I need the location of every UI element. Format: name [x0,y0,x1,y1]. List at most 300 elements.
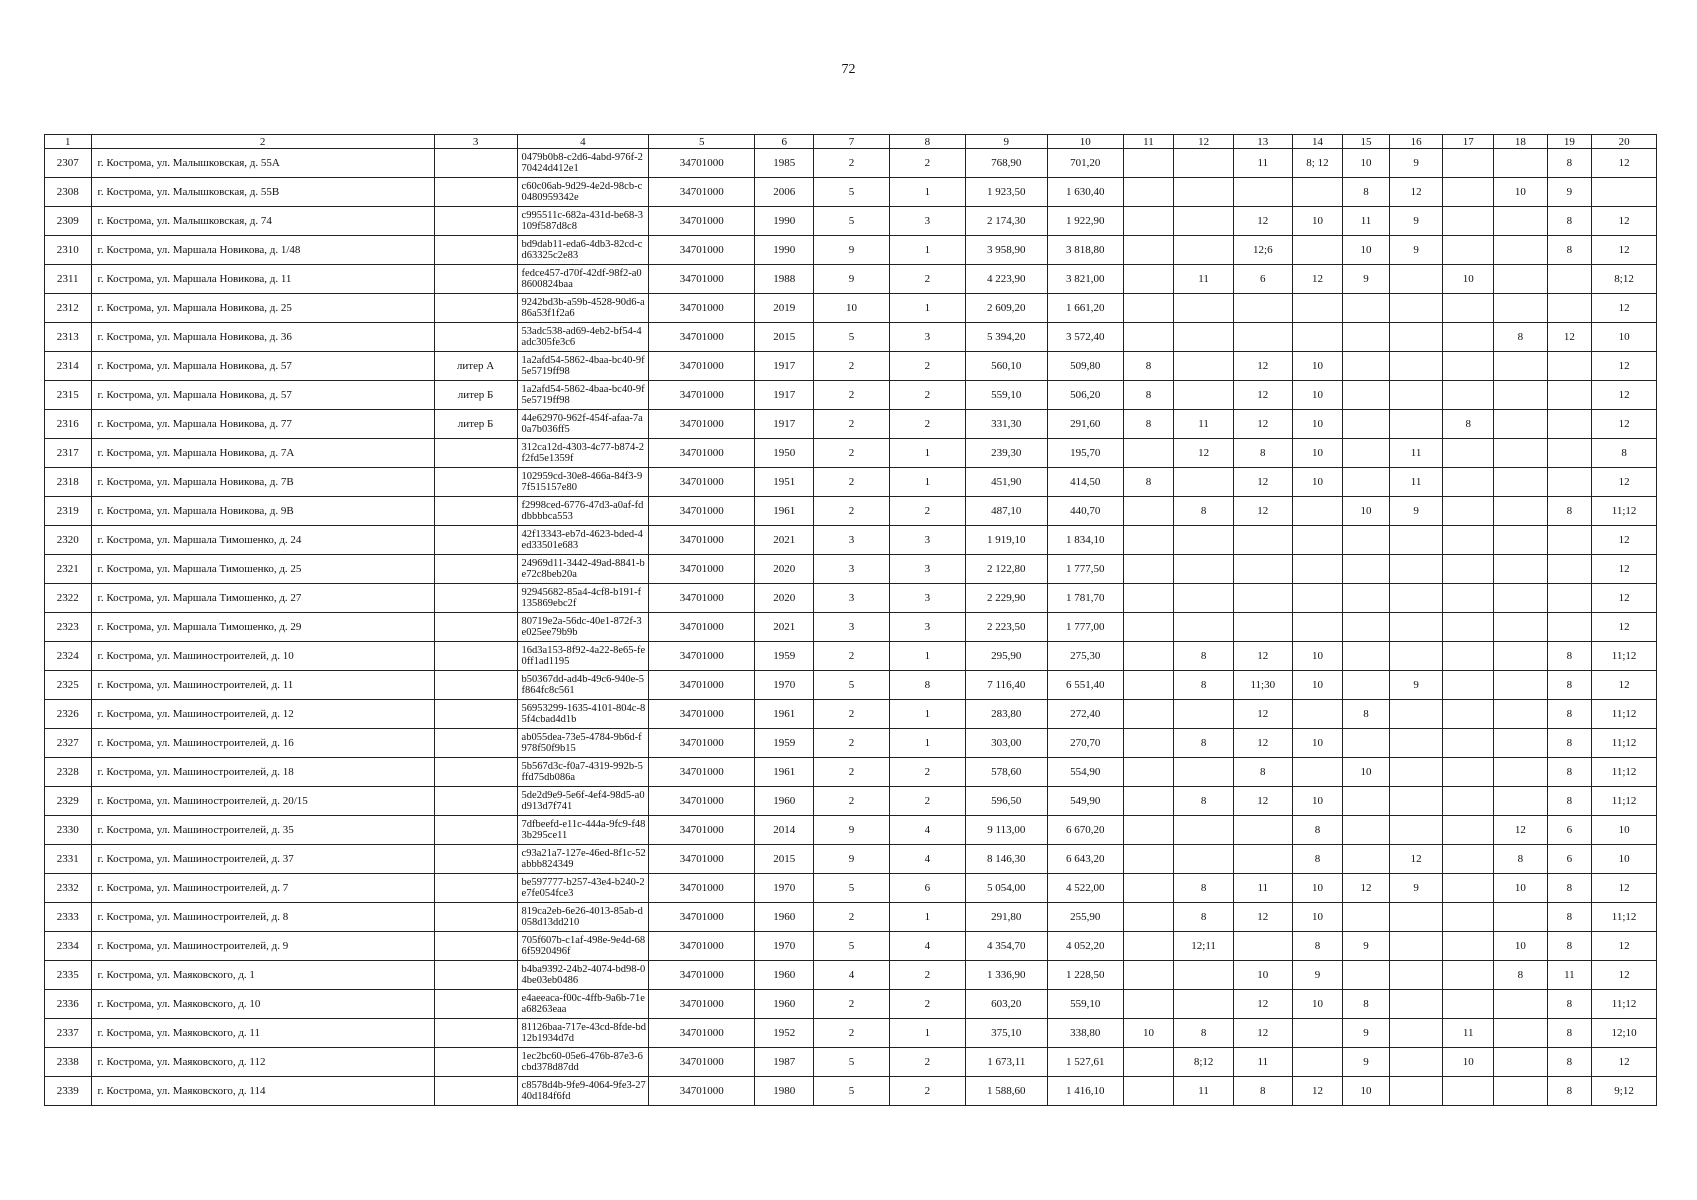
cell-col-12 [1174,700,1234,729]
cell-col-17 [1443,990,1494,1019]
cell-col-17 [1443,555,1494,584]
cell-col-16 [1389,265,1443,294]
cell-address: г. Кострома, ул. Маршала Тимошенко, д. 24 [91,526,434,555]
cell-entrances: 2 [889,1048,965,1077]
cell-floors: 2 [814,990,890,1019]
cell-floors: 3 [814,526,890,555]
column-header-1: 1 [45,135,92,149]
cell-year-built: 1951 [755,468,814,497]
cell-row-number: 2310 [45,236,92,265]
table-row [45,381,1657,410]
cell-col-14: 10 [1292,990,1343,1019]
cell-col-13: 11;30 [1233,671,1292,700]
cell-entrances: 4 [889,932,965,961]
cell-col-16 [1389,1077,1443,1106]
cell-col-14: 8 [1292,932,1343,961]
cell-address: г. Кострома, ул. Машиностроителей, д. 16 [91,729,434,758]
cell-row-number: 2313 [45,323,92,352]
cell-house-guid: 81126baa-717e-43cd-8fde-bd12b1934d7d [517,1019,649,1048]
cell-floors: 2 [814,903,890,932]
cell-total-area: 4 354,70 [965,932,1047,961]
cell-row-number: 2316 [45,410,92,439]
cell-col-15 [1343,555,1390,584]
cell-col-11 [1123,903,1174,932]
table-row [45,294,1657,323]
cell-building-letter [434,497,517,526]
cell-year-built: 2019 [755,294,814,323]
cell-house-guid: be597777-b257-43e4-b240-2e7fe054fce3 [517,874,649,903]
cell-entrances: 1 [889,700,965,729]
cell-total-area: 4 223,90 [965,265,1047,294]
cell-col-13 [1233,178,1292,207]
cell-col-20: 10 [1592,845,1657,874]
cell-col-11 [1123,294,1174,323]
cell-col-16 [1389,381,1443,410]
table-header [45,135,1657,149]
cell-col-15: 10 [1343,236,1390,265]
cell-col-15: 12 [1343,874,1390,903]
cell-entrances: 3 [889,555,965,584]
cell-row-number: 2335 [45,961,92,990]
cell-address: г. Кострома, ул. Машиностроителей, д. 37 [91,845,434,874]
cell-total-area: 5 054,00 [965,874,1047,903]
cell-floors: 2 [814,729,890,758]
cell-total-area: 487,10 [965,497,1047,526]
cell-row-number: 2321 [45,555,92,584]
cell-row-number: 2308 [45,178,92,207]
table-row [45,816,1657,845]
column-header-7: 7 [814,135,890,149]
cell-row-number: 2329 [45,787,92,816]
cell-col-12: 12;11 [1174,932,1234,961]
cell-total-area: 451,90 [965,468,1047,497]
column-header-16: 16 [1389,135,1443,149]
cell-building-letter: литер А [434,352,517,381]
cell-col-11 [1123,845,1174,874]
cell-house-guid: 819ca2eb-6e26-4013-85ab-d058d13dd210 [517,903,649,932]
cell-col-20: 12 [1592,468,1657,497]
cell-oktmo-code: 34701000 [649,729,755,758]
cell-total-area: 1 673,11 [965,1048,1047,1077]
cell-col-12: 8 [1174,497,1234,526]
table-row [45,787,1657,816]
cell-col-13: 12 [1233,1019,1292,1048]
cell-year-built: 1959 [755,729,814,758]
cell-address: г. Кострома, ул. Маяковского, д. 1 [91,961,434,990]
cell-address: г. Кострома, ул. Машиностроителей, д. 12 [91,700,434,729]
cell-building-letter [434,468,517,497]
cell-col-18 [1494,1077,1548,1106]
cell-col-15: 11 [1343,207,1390,236]
cell-col-14 [1292,497,1343,526]
cell-col-18 [1494,903,1548,932]
cell-col-15: 8 [1343,700,1390,729]
cell-floors: 5 [814,874,890,903]
cell-building-letter: литер Б [434,381,517,410]
cell-floors: 2 [814,758,890,787]
cell-col-17 [1443,729,1494,758]
cell-col-20: 12 [1592,874,1657,903]
cell-col-15 [1343,294,1390,323]
cell-floors: 3 [814,555,890,584]
cell-year-built: 2014 [755,816,814,845]
cell-col-15: 8 [1343,178,1390,207]
cell-col-17 [1443,294,1494,323]
cell-col-13: 8 [1233,758,1292,787]
cell-col-20: 12 [1592,555,1657,584]
cell-col-15 [1343,613,1390,642]
cell-floors: 5 [814,207,890,236]
cell-col-18 [1494,294,1548,323]
cell-col-19: 8 [1547,1019,1592,1048]
cell-col-11 [1123,1048,1174,1077]
cell-col-19: 9 [1547,178,1592,207]
cell-living-area: 1 416,10 [1047,1077,1123,1106]
cell-col-15: 10 [1343,1077,1390,1106]
column-header-12: 12 [1174,135,1234,149]
cell-col-20 [1592,178,1657,207]
cell-col-16 [1389,410,1443,439]
cell-col-20: 12 [1592,236,1657,265]
column-header-6: 6 [755,135,814,149]
cell-entrances: 2 [889,265,965,294]
cell-col-14 [1292,294,1343,323]
cell-year-built: 2020 [755,584,814,613]
cell-living-area: 195,70 [1047,439,1123,468]
cell-row-number: 2319 [45,497,92,526]
cell-total-area: 596,50 [965,787,1047,816]
cell-total-area: 1 588,60 [965,1077,1047,1106]
table-body [45,149,1657,1106]
cell-building-letter [434,1048,517,1077]
cell-row-number: 2338 [45,1048,92,1077]
cell-entrances: 4 [889,816,965,845]
cell-floors: 5 [814,1077,890,1106]
cell-col-12 [1174,613,1234,642]
cell-col-18 [1494,729,1548,758]
cell-col-12 [1174,816,1234,845]
column-header-5: 5 [649,135,755,149]
cell-col-13 [1233,816,1292,845]
cell-floors: 2 [814,787,890,816]
cell-col-13: 12 [1233,700,1292,729]
cell-total-area: 2 122,80 [965,555,1047,584]
cell-col-13 [1233,584,1292,613]
cell-col-15 [1343,642,1390,671]
cell-row-number: 2309 [45,207,92,236]
cell-oktmo-code: 34701000 [649,700,755,729]
cell-living-area: 440,70 [1047,497,1123,526]
cell-address: г. Кострома, ул. Малышковская, д. 55А [91,149,434,178]
cell-living-area: 1 834,10 [1047,526,1123,555]
column-header-3: 3 [434,135,517,149]
cell-house-guid: c93a21a7-127e-46ed-8f1c-52abbb824349 [517,845,649,874]
cell-col-18 [1494,468,1548,497]
cell-col-20: 11;12 [1592,990,1657,1019]
cell-year-built: 1961 [755,497,814,526]
cell-col-14 [1292,178,1343,207]
cell-year-built: 1987 [755,1048,814,1077]
cell-col-14 [1292,758,1343,787]
cell-col-17 [1443,1077,1494,1106]
cell-year-built: 2015 [755,845,814,874]
table-row [45,236,1657,265]
cell-col-19 [1547,265,1592,294]
cell-col-16: 9 [1389,671,1443,700]
cell-col-20: 12;10 [1592,1019,1657,1048]
cell-col-17 [1443,236,1494,265]
column-header-2: 2 [91,135,434,149]
cell-row-number: 2330 [45,816,92,845]
cell-col-12 [1174,555,1234,584]
cell-living-area: 6 643,20 [1047,845,1123,874]
cell-col-20: 12 [1592,584,1657,613]
cell-building-letter [434,613,517,642]
cell-row-number: 2315 [45,381,92,410]
cell-col-11 [1123,323,1174,352]
cell-entrances: 1 [889,468,965,497]
cell-address: г. Кострома, ул. Малышковская, д. 55В [91,178,434,207]
cell-entrances: 2 [889,990,965,1019]
cell-building-letter [434,555,517,584]
cell-col-18 [1494,352,1548,381]
cell-row-number: 2314 [45,352,92,381]
cell-col-17 [1443,381,1494,410]
cell-col-18 [1494,700,1548,729]
table-row [45,497,1657,526]
cell-oktmo-code: 34701000 [649,671,755,700]
cell-floors: 2 [814,1019,890,1048]
cell-oktmo-code: 34701000 [649,439,755,468]
cell-col-12 [1174,526,1234,555]
cell-row-number: 2339 [45,1077,92,1106]
cell-entrances: 3 [889,207,965,236]
table-row [45,700,1657,729]
cell-living-area: 1 630,40 [1047,178,1123,207]
cell-col-14: 8; 12 [1292,149,1343,178]
cell-address: г. Кострома, ул. Машиностроителей, д. 7 [91,874,434,903]
cell-building-letter [434,178,517,207]
cell-col-16 [1389,352,1443,381]
cell-living-area: 272,40 [1047,700,1123,729]
cell-building-letter: литер Б [434,410,517,439]
cell-entrances: 3 [889,526,965,555]
cell-col-15 [1343,468,1390,497]
cell-oktmo-code: 34701000 [649,323,755,352]
cell-row-number: 2333 [45,903,92,932]
cell-col-12: 11 [1174,410,1234,439]
cell-floors: 3 [814,613,890,642]
cell-col-18 [1494,526,1548,555]
cell-living-area: 270,70 [1047,729,1123,758]
cell-col-15 [1343,410,1390,439]
cell-living-area: 559,10 [1047,990,1123,1019]
cell-col-11 [1123,729,1174,758]
cell-entrances: 2 [889,787,965,816]
cell-col-15 [1343,381,1390,410]
cell-entrances: 1 [889,439,965,468]
cell-col-13: 12 [1233,468,1292,497]
cell-col-16 [1389,758,1443,787]
cell-total-area: 291,80 [965,903,1047,932]
cell-col-19: 8 [1547,700,1592,729]
cell-col-12: 8 [1174,1019,1234,1048]
cell-address: г. Кострома, ул. Маршала Новикова, д. 7А [91,439,434,468]
table-row [45,1019,1657,1048]
cell-house-guid: 5b567d3c-f0a7-4319-992b-5ffd75db086a [517,758,649,787]
cell-building-letter [434,874,517,903]
cell-col-18 [1494,410,1548,439]
cell-row-number: 2311 [45,265,92,294]
cell-floors: 4 [814,961,890,990]
cell-living-area: 4 522,00 [1047,874,1123,903]
cell-total-area: 303,00 [965,729,1047,758]
cell-col-11 [1123,265,1174,294]
cell-col-20: 10 [1592,323,1657,352]
cell-col-16 [1389,1019,1443,1048]
cell-col-19: 8 [1547,1048,1592,1077]
cell-col-12: 8 [1174,903,1234,932]
cell-col-19 [1547,468,1592,497]
page-number: 72 [841,62,856,77]
cell-year-built: 1950 [755,439,814,468]
cell-row-number: 2332 [45,874,92,903]
column-header-15: 15 [1343,135,1390,149]
cell-address: г. Кострома, ул. Маршала Новикова, д. 11 [91,265,434,294]
cell-col-13: 12 [1233,497,1292,526]
cell-oktmo-code: 34701000 [649,642,755,671]
cell-col-16 [1389,787,1443,816]
cell-col-18: 8 [1494,323,1548,352]
cell-col-17 [1443,874,1494,903]
cell-col-13 [1233,323,1292,352]
cell-col-16 [1389,1048,1443,1077]
cell-house-guid: 7dfbeefd-e11c-444a-9fc9-f483b295ce11 [517,816,649,845]
cell-address: г. Кострома, ул. Машиностроителей, д. 10 [91,642,434,671]
cell-living-area: 3 818,80 [1047,236,1123,265]
cell-address: г. Кострома, ул. Малышковская, д. 74 [91,207,434,236]
cell-building-letter [434,149,517,178]
cell-row-number: 2325 [45,671,92,700]
cell-oktmo-code: 34701000 [649,178,755,207]
table-row [45,468,1657,497]
cell-oktmo-code: 34701000 [649,961,755,990]
cell-oktmo-code: 34701000 [649,468,755,497]
cell-col-17 [1443,526,1494,555]
cell-living-area: 1 777,50 [1047,555,1123,584]
cell-row-number: 2336 [45,990,92,1019]
table-row [45,613,1657,642]
cell-building-letter [434,990,517,1019]
cell-address: г. Кострома, ул. Маршала Тимошенко, д. 29 [91,613,434,642]
cell-col-19 [1547,381,1592,410]
cell-living-area: 291,60 [1047,410,1123,439]
cell-oktmo-code: 34701000 [649,1077,755,1106]
cell-col-12 [1174,961,1234,990]
cell-col-14: 10 [1292,671,1343,700]
cell-col-14: 10 [1292,352,1343,381]
cell-col-20: 9;12 [1592,1077,1657,1106]
cell-entrances: 2 [889,352,965,381]
cell-col-17 [1443,207,1494,236]
cell-col-13 [1233,294,1292,323]
cell-col-12: 12 [1174,439,1234,468]
cell-col-13 [1233,613,1292,642]
cell-col-17 [1443,613,1494,642]
cell-floors: 9 [814,845,890,874]
cell-floors: 2 [814,381,890,410]
cell-col-20: 12 [1592,294,1657,323]
table-row [45,178,1657,207]
cell-entrances: 2 [889,410,965,439]
housing-registry-table [44,134,1657,1106]
cell-col-13: 11 [1233,874,1292,903]
cell-total-area: 375,10 [965,1019,1047,1048]
cell-col-17 [1443,903,1494,932]
cell-row-number: 2318 [45,468,92,497]
cell-house-guid: 102959cd-30e8-466a-84f3-97f515157e80 [517,468,649,497]
cell-year-built: 2021 [755,613,814,642]
cell-col-14: 10 [1292,381,1343,410]
table-row [45,439,1657,468]
cell-col-15: 9 [1343,265,1390,294]
cell-col-18: 8 [1494,961,1548,990]
cell-address: г. Кострома, ул. Маршала Новикова, д. 1/48 [91,236,434,265]
cell-col-12 [1174,178,1234,207]
cell-col-16 [1389,816,1443,845]
cell-floors: 2 [814,468,890,497]
cell-col-14: 9 [1292,961,1343,990]
cell-entrances: 2 [889,1077,965,1106]
table-row [45,352,1657,381]
cell-col-18: 12 [1494,816,1548,845]
cell-row-number: 2337 [45,1019,92,1048]
cell-building-letter [434,207,517,236]
cell-col-12 [1174,294,1234,323]
cell-col-14: 12 [1292,265,1343,294]
cell-address: г. Кострома, ул. Маршала Новикова, д. 57 [91,352,434,381]
cell-col-14: 10 [1292,410,1343,439]
cell-year-built: 1990 [755,236,814,265]
cell-total-area: 559,10 [965,381,1047,410]
cell-col-11 [1123,990,1174,1019]
cell-entrances: 1 [889,729,965,758]
table-row [45,729,1657,758]
cell-floors: 5 [814,1048,890,1077]
cell-col-11 [1123,874,1174,903]
column-header-10: 10 [1047,135,1123,149]
cell-row-number: 2331 [45,845,92,874]
cell-year-built: 1961 [755,700,814,729]
cell-entrances: 8 [889,671,965,700]
table-row [45,526,1657,555]
cell-col-14 [1292,700,1343,729]
cell-col-16 [1389,700,1443,729]
cell-oktmo-code: 34701000 [649,236,755,265]
cell-col-17 [1443,787,1494,816]
cell-col-19 [1547,526,1592,555]
cell-address: г. Кострома, ул. Маршала Новикова, д. 25 [91,294,434,323]
cell-house-guid: e4aeeaca-f00c-4ffb-9a6b-71ea68263eaa [517,990,649,1019]
cell-entrances: 3 [889,584,965,613]
cell-col-19: 8 [1547,729,1592,758]
table-row [45,323,1657,352]
cell-col-20: 11;12 [1592,787,1657,816]
cell-year-built: 1970 [755,671,814,700]
cell-col-19: 12 [1547,323,1592,352]
cell-address: г. Кострома, ул. Машиностроителей, д. 8 [91,903,434,932]
cell-floors: 10 [814,294,890,323]
